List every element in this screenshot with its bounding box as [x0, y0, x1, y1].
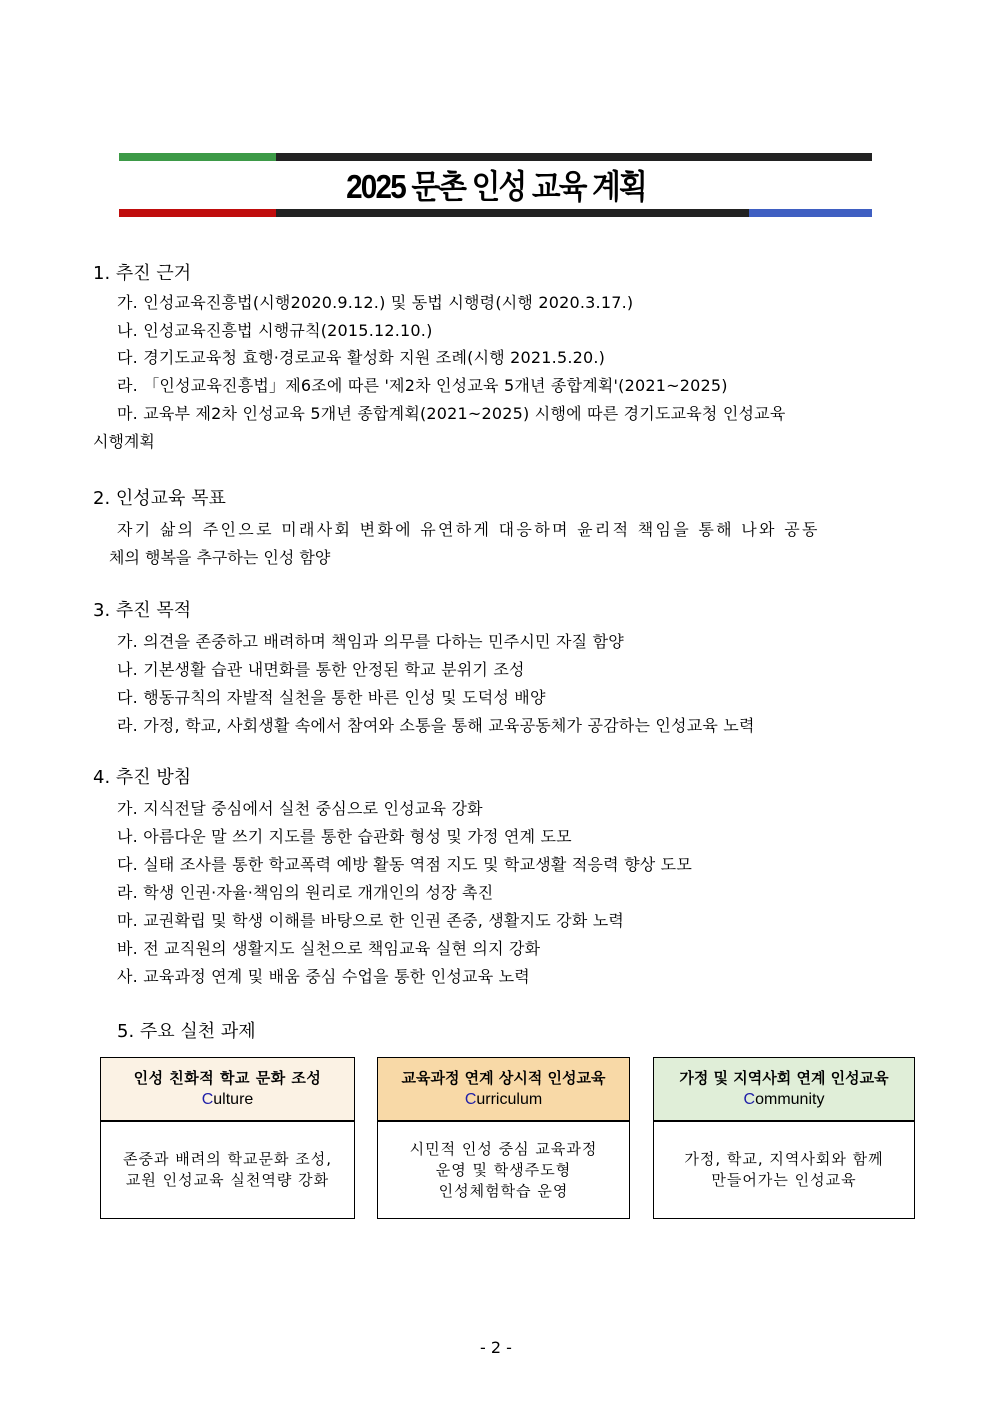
english-rest: ommunity	[755, 1091, 825, 1108]
basis-item: 가. 인성교육진흥법(시행2020.9.12.) 및 동법 시행령(시행 2020.3.17.)	[117, 293, 634, 312]
task-desc-line: 교원 인성교육 실천역량 강화	[125, 1171, 330, 1189]
task-box-curriculum	[377, 1057, 630, 1219]
section-heading-tasks: 5. 주요 실천 과제	[117, 1021, 256, 1042]
policy-item: 사. 교육과정 연계 및 배움 중심 수업을 통한 인성교육 노력	[117, 967, 530, 986]
task-title: 가정 및 지역사회 연계 인성교육	[679, 1069, 889, 1087]
title-top-bar	[119, 153, 872, 161]
basis-item-continuation: 시행계획	[93, 432, 155, 451]
initial-letter: C	[743, 1091, 756, 1108]
purpose-item: 다. 행동규칙의 자발적 실천을 통한 바른 인성 및 도덕성 배양	[117, 688, 546, 707]
task-desc-line: 만들어가는 인성교육	[711, 1171, 857, 1189]
title-bar-red-segment	[119, 209, 276, 217]
basis-item: 나. 인성교육진흥법 시행규칙(2015.12.10.)	[117, 321, 433, 340]
task-box-header	[378, 1058, 629, 1122]
task-description	[101, 1122, 354, 1218]
basis-item: 다. 경기도교육청 효행·경로교육 활성화 지원 조례(시행 2021.5.20.)	[117, 348, 606, 367]
section-heading-goal: 2. 인성교육 목표	[93, 488, 226, 509]
task-box-header	[654, 1058, 914, 1122]
title-bar-green-segment	[119, 153, 276, 161]
initial-letter: C	[201, 1091, 214, 1108]
task-desc-line: 인성체험학습 운영	[438, 1181, 569, 1200]
policy-item: 마. 교권확립 및 학생 이해를 바탕으로 한 인권 존중, 생활지도 강화 노력	[117, 911, 625, 930]
policy-item: 라. 학생 인권·자율·책임의 원리로 개개인의 성장 촉진	[117, 883, 494, 902]
policy-item: 나. 아름다운 말 쓰기 지도를 통한 습관화 형성 및 가정 연계 도모	[117, 827, 572, 846]
task-description	[654, 1122, 914, 1218]
task-box-culture	[100, 1057, 355, 1219]
basis-item: 라. 「인성교육진흥법」제6조에 따른 '제2차 인성교육 5개년 종합계획'(2021~2025)	[117, 376, 728, 395]
page-title: 2025 문촌 인성 교육 계획	[346, 168, 646, 205]
english-rest: ulture	[213, 1091, 254, 1108]
goal-text: 자기 삶의 주인으로 미래사회 변화에 유연하게 대응하며 윤리적 책임을 통해 나와 공동	[117, 520, 820, 539]
task-english-label	[101, 1089, 354, 1111]
task-desc-line: 가정, 학교, 지역사회와 함께	[684, 1150, 884, 1168]
task-title: 인성 친화적 학교 문화 조성	[133, 1069, 322, 1087]
section-heading-basis: 1. 추진 근거	[93, 263, 192, 284]
page-number: - 2 -	[480, 1338, 512, 1357]
goal-text-continuation: 체의 행복을 추구하는 인성 함양	[109, 548, 331, 567]
task-desc-line: 운영 및 학생주도형	[435, 1160, 572, 1179]
english-rest: urriculum	[476, 1091, 543, 1108]
task-desc-line: 존중과 배려의 학교문화 조성,	[123, 1150, 332, 1168]
policy-item: 가. 지식전달 중심에서 실천 중심으로 인성교육 강화	[117, 799, 483, 818]
task-description	[378, 1122, 629, 1218]
policy-item: 다. 실태 조사를 통한 학교폭력 예방 활동 역점 지도 및 학교생활 적응력 향상 도모	[117, 855, 692, 874]
task-box-community	[653, 1057, 915, 1219]
initial-letter: C	[464, 1091, 477, 1108]
task-box-header	[101, 1058, 354, 1122]
policy-item: 바. 전 교직원의 생활지도 실천으로 책임교육 실현 의지 강화	[117, 939, 541, 958]
section-heading-policy: 4. 추진 방침	[93, 767, 192, 788]
purpose-item: 가. 의견을 존중하고 배려하며 책임과 의무를 다하는 민주시민 자질 함양	[117, 632, 624, 651]
basis-item: 마. 교육부 제2차 인성교육 5개년 종합계획(2021~2025) 시행에 따른 경기도교육청 인성교육	[117, 404, 786, 423]
title-bar-blue-segment	[749, 209, 872, 217]
task-title: 교육과정 연계 상시적 인성교육	[401, 1069, 606, 1087]
task-desc-line: 시민적 인성 중심 교육과정	[409, 1139, 598, 1158]
purpose-item: 라. 가정, 학교, 사회생활 속에서 참여와 소통을 통해 교육공동체가 공감하는 인성교육 노력	[117, 716, 755, 735]
task-english-label	[654, 1089, 914, 1111]
title-bottom-bar	[119, 209, 872, 217]
purpose-item: 나. 기본생활 습관 내면화를 통한 안정된 학교 분위기 조성	[117, 660, 525, 679]
task-english-label	[378, 1089, 629, 1111]
section-heading-purpose: 3. 추진 목적	[93, 600, 192, 621]
